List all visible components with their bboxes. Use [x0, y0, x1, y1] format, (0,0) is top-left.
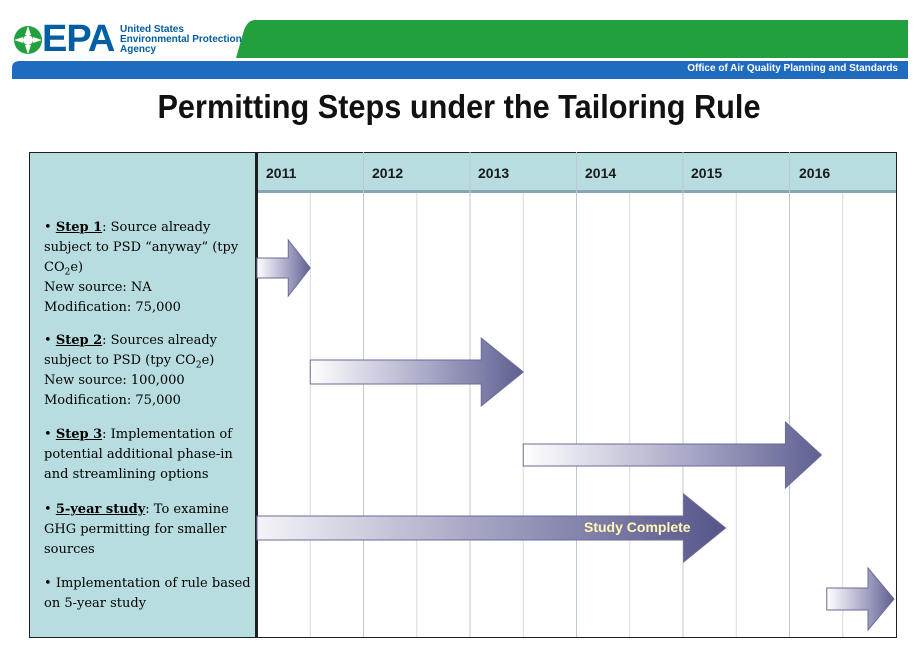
agency-line-3: Agency — [120, 44, 157, 55]
arrow-implementation — [827, 568, 894, 630]
year-2013: 2013 — [478, 165, 510, 181]
page-title: Permitting Steps under the Tailoring Rule — [157, 88, 761, 125]
study-complete-label: Study Complete — [584, 519, 691, 535]
arrow-step1 — [257, 240, 310, 296]
step-1-modification: Modification: 75,000 — [44, 300, 181, 315]
step-1-new-source: New source: NA — [44, 280, 152, 295]
step-study: • 5-year study: To examine GHG permitting for smaller sources — [44, 502, 229, 557]
year-2011: 2011 — [266, 165, 297, 181]
step-implementation: • Implementation of rule based on 5-year study — [44, 576, 251, 611]
step-1: • Step 1: Source already subject to PSD “anyway” (tpy $CO_2e$) New source: NA Modification: 75,000 — [44, 220, 239, 315]
step-2-modification: Modification: 75,000 — [44, 393, 181, 408]
year-2014: 2014 — [585, 165, 617, 181]
step-2: • Step 2: Sources already subject to PSD (tpy $CO_2e$) New source: 100,000 Modification: 75,000 — [44, 333, 217, 408]
year-2016: 2016 — [799, 165, 831, 181]
step-2-label: Step 2 — [55, 333, 103, 348]
study-label: 5-year study — [55, 502, 146, 517]
grid-lines — [310, 152, 843, 637]
timeline-arrows — [257, 240, 894, 630]
year-2015: 2015 — [691, 165, 723, 181]
epa-wordmark: EPA — [42, 18, 115, 60]
step-3-label: Step 3 — [55, 427, 103, 442]
step-2-new-source: New source: 100,000 — [44, 373, 185, 388]
arrow-step3 — [523, 422, 821, 488]
office-name: Office of Air Quality Planning and Standards — [687, 63, 898, 74]
agency-line-2: Environmental Protection — [120, 34, 242, 45]
step-1-label: Step 1 — [55, 220, 103, 235]
year-2012: 2012 — [372, 165, 404, 181]
step-3: • Step 3: Implementation of potential additional phase-in and streamlining options — [44, 427, 233, 482]
agency-line-1: United States — [120, 24, 184, 35]
